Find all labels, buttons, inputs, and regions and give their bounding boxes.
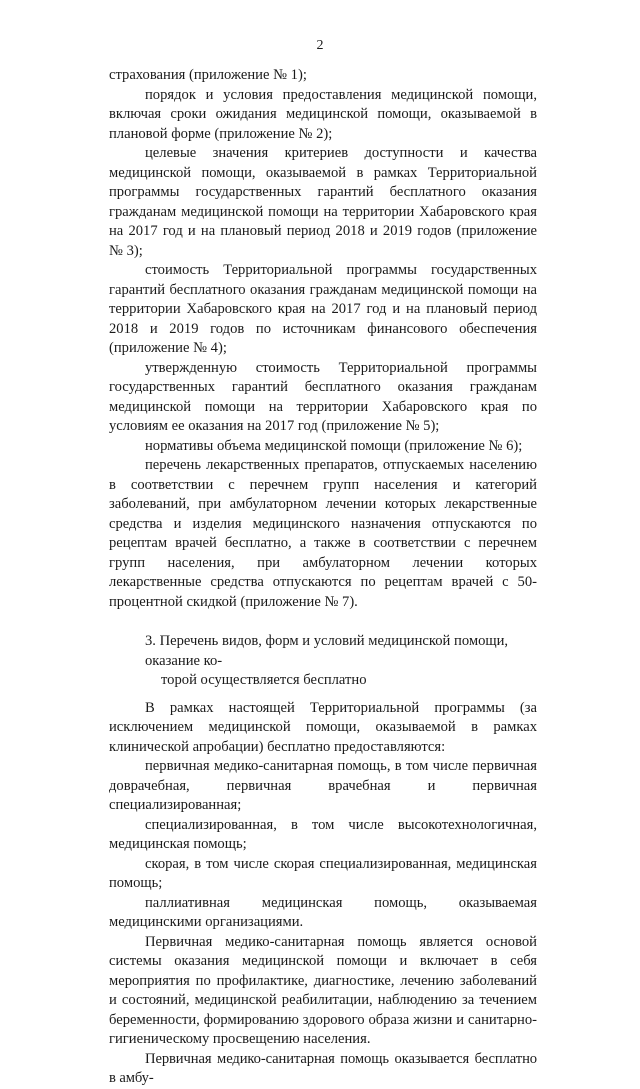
paragraph: Первичная медико-санитарная помощь является основой системы оказания медицинской помощи и включает в себя мероприятия по профилактике, диагностике, лечению заболеваний и состояний, медицинской реабилитации, наблюдению за течением беременности, формированию здорового образа жизни и санитарно-гигиеническому просвещению населения. [109, 933, 537, 1047]
paragraph: нормативы объема медицинской помощи (приложение № 6); [145, 437, 523, 454]
paragraph: перечень лекарственных препаратов, отпускаемых населению в соответствии с перечнем групп населения и категорий заболеваний, при амбулаторном лечении которых лекарственные средства и изделия медицинского назначения отпускаются по рецептам врачей бесплатно, а также в соответствии с перечнем групп населения, при амбулаторном лечении которых лекарственные средства отпускаются по рецептам врачей с 50-процентной скидкой (приложение № 7). [109, 457, 537, 610]
paragraph: целевые значения критериев доступности и качества медицинской помощи, оказываемой в рамках Территориальной программы государственных гарантий бесплатного оказания гражданам медицинской помощи на территории Хабаровского края на 2017 год и на плановый период 2018 и 2019 годов (приложение № 3); [109, 145, 537, 259]
paragraph: первичная медико-санитарная помощь, в том числе первичная доврачебная, первичная врачебная и первичная специализированная; [109, 758, 537, 813]
paragraph: Первичная медико-санитарная помощь оказывается бесплатно в амбу- [109, 1050, 537, 1086]
section-heading [109, 632, 537, 691]
section-heading-line-2: торой осуществляется бесплатно [161, 672, 367, 688]
paragraph: В рамках настоящей Территориальной программы (за исключением медицинской помощи, оказываемой в рамках клинической апробации) бесплатно предоставляются: [109, 699, 537, 755]
paragraph: страхования (приложение № 1); [109, 67, 307, 83]
paragraph: скорая, в том числе скорая специализированная, медицинская помощь; [109, 855, 537, 891]
paragraph: стоимость Территориальной программы государственных гарантий бесплатного оказания гражданам медицинской помощи на территории Хабаровского края на 2017 год и на плановый период 2018 и 2019 годов по источникам финансового обеспечения (приложение № 4); [109, 262, 537, 356]
paragraph: паллиативная медицинская помощь, оказываемая медицинскими организациями. [109, 894, 537, 930]
document-body [109, 66, 537, 1089]
paragraph: утвержденную стоимость Территориальной программы государственных гарантий бесплатного оказания гражданам медицинской помощи на территории Хабаровского края по условиям ее оказания на 2017 год (приложение № 5); [109, 359, 537, 434]
section-heading-line-1: 3. Перечень видов, форм и условий медицинской помощи, оказание ко- [145, 633, 509, 669]
page-number: 2 [316, 38, 324, 53]
paragraph: специализированная, в том числе высокотехнологичная, медицинская помощь; [109, 816, 537, 852]
paragraph: порядок и условия предоставления медицинской помощи, включая сроки ожидания медицинской помощи, оказываемой в плановой форме (приложение № 2); [109, 86, 537, 142]
